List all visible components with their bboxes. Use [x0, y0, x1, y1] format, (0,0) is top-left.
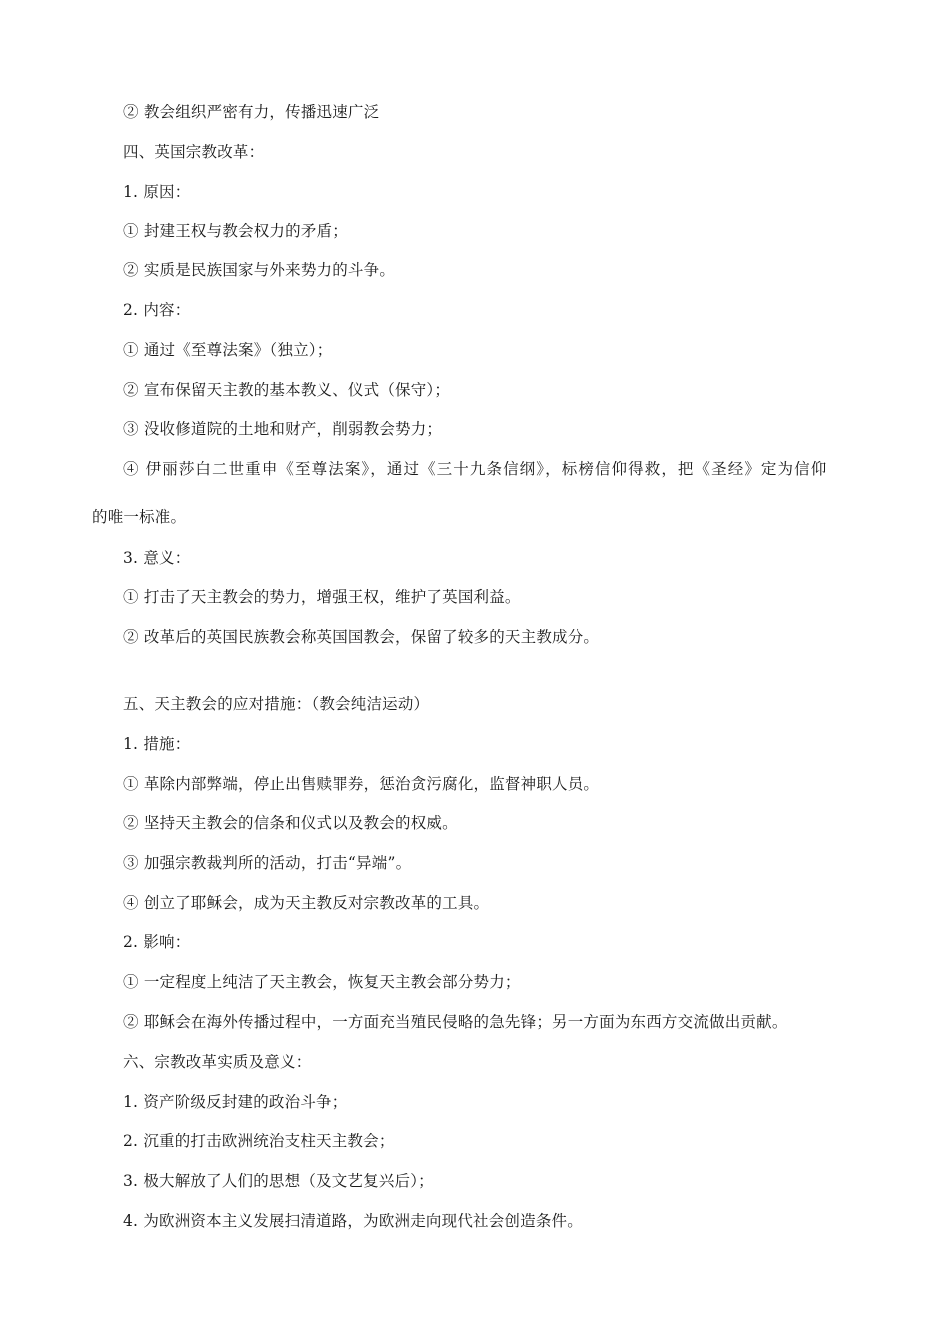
text-line: ④ 创立了耶稣会，成为天主教反对宗教改革的工具。 — [123, 894, 490, 912]
text-line: ② 耶稣会在海外传播过程中，一方面充当殖民侵略的急先锋；另一方面为东西方交流做出贡献。 — [123, 1013, 788, 1031]
text-line: ④ 伊丽莎白二世重申《至尊法案》，通过《三十九条信纲》，标榜信仰得救，把《圣经》定为信仰 — [123, 460, 828, 478]
text-line: ② 改革后的英国民族教会称英国国教会，保留了较多的天主教成分。 — [123, 628, 600, 646]
subheading: 3. 意义： — [123, 549, 191, 567]
text-line-continuation: 的唯一标准。 — [92, 508, 187, 526]
section-heading-6: 六、宗教改革实质及意义： — [123, 1053, 312, 1071]
text-line: ① 革除内部弊端，停止出售赎罪券，惩治贪污腐化，监督神职人员。 — [123, 775, 600, 793]
list-item: 2. 沉重的打击欧洲统治支柱天主教会； — [123, 1132, 395, 1150]
text-line: ② 教会组织严密有力，传播迅速广泛 — [123, 103, 380, 121]
text-line: ③ 没收修道院的土地和财产，削弱教会势力； — [123, 420, 443, 438]
text-line: ① 通过《至尊法案》（独立）； — [123, 341, 333, 359]
subheading: 1. 原因： — [123, 183, 191, 201]
section-heading-4: 四、英国宗教改革： — [123, 143, 265, 161]
text-line: ① 一定程度上纯洁了天主教会，恢复天主教会部分势力； — [123, 973, 521, 991]
section-heading-5: 五、天主教会的应对措施：（教会纯洁运动） — [123, 695, 430, 713]
list-item: 1. 资产阶级反封建的政治斗争； — [123, 1093, 348, 1111]
text-line: ② 坚持天主教会的信条和仪式以及教会的权威。 — [123, 814, 458, 832]
subheading: 1. 措施： — [123, 735, 191, 753]
text-line: ① 封建王权与教会权力的矛盾； — [123, 222, 348, 240]
text-line: ③ 加强宗教裁判所的活动，打击“异端”。 — [123, 854, 412, 872]
subheading: 2. 影响： — [123, 933, 191, 951]
list-item: 4. 为欧洲资本主义发展扫清道路，为欧洲走向现代社会创造条件。 — [123, 1212, 583, 1230]
subheading: 2. 内容： — [123, 301, 191, 319]
list-item: 3. 极大解放了人们的思想（及文艺复兴后）； — [123, 1172, 434, 1190]
text-line: ② 实质是民族国家与外来势力的斗争。 — [123, 261, 396, 279]
text-line: ② 宣布保留天主教的基本教义、仪式（保守）； — [123, 381, 451, 399]
text-line: ① 打击了天主教会的势力，增强王权，维护了英国利益。 — [123, 588, 521, 606]
